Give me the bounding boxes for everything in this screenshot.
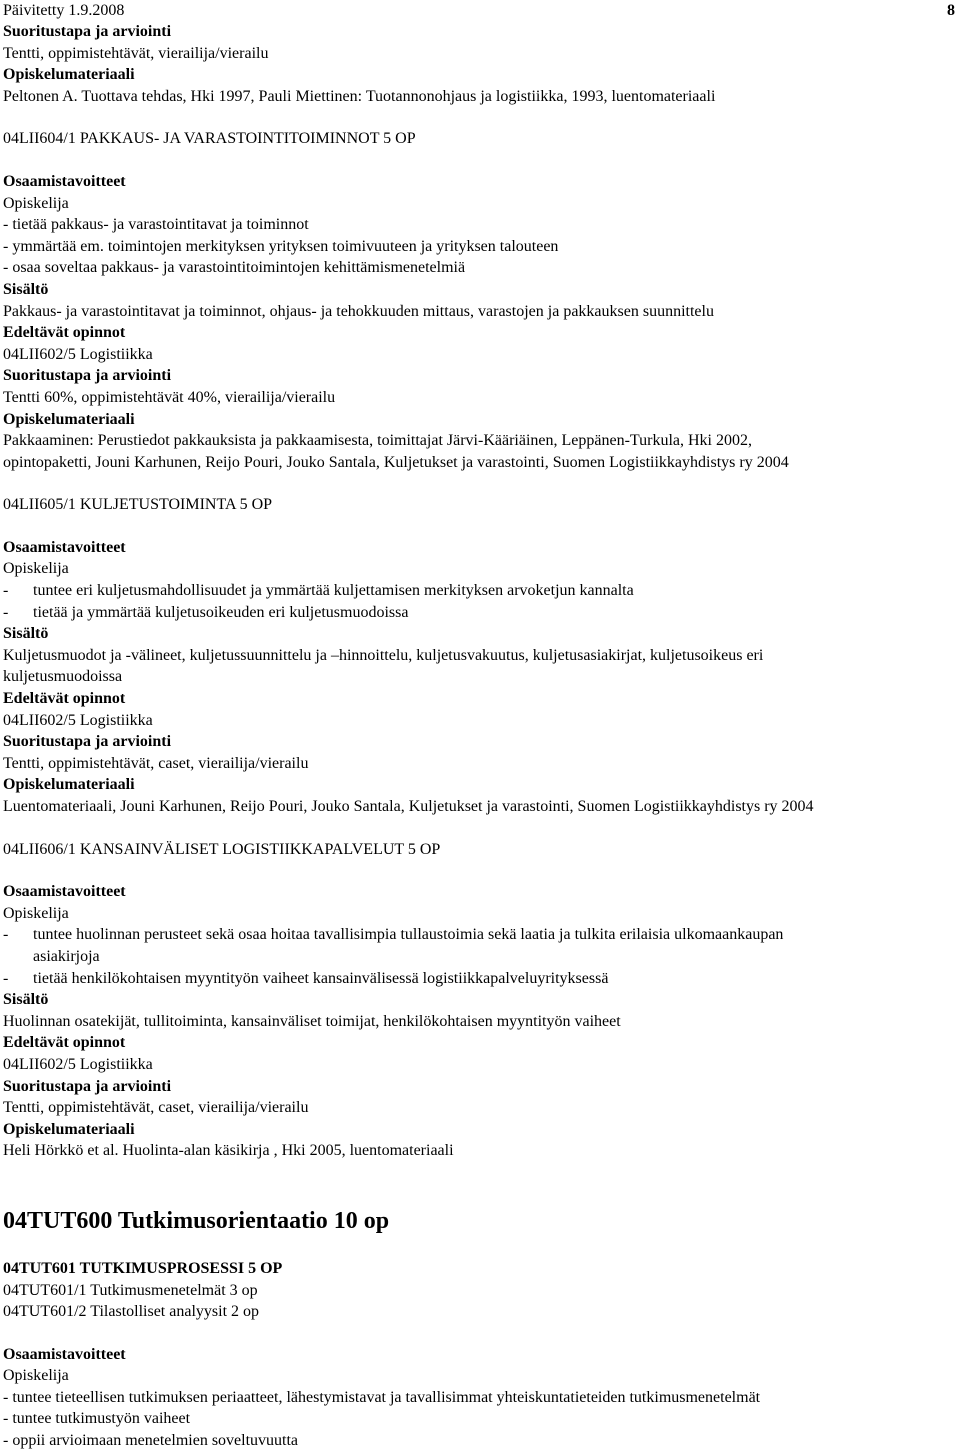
text-sisalto: Kuljetusmuodot ja -välineet, kuljetussuunnittelu ja –hinnoittelu, kuljetusvakuutus, kuljetusasiakirjat, kuljetusoikeus eri xyxy=(3,646,764,664)
sub-course: 04TUT601/1 Tutkimusmenetelmät 3 op xyxy=(3,1281,258,1299)
goal-item: - oppii arvioimaan menetelmien soveltuvuutta xyxy=(3,1432,299,1450)
goal-item: - tietää pakkaus- ja varastointitavat ja toiminnot xyxy=(3,216,309,234)
goal-item: - tuntee tieteellisen tutkimuksen periaatteet, lähestymistavat ja tavallisimmat yhteiskuntatieteiden tutkimusmenetelmät xyxy=(3,1388,761,1406)
heading-suoritustapa: Suoritustapa ja arviointi xyxy=(3,367,172,385)
text-suoritustapa: Tentti, oppimistehtävät, caset, vierailija/vierailu xyxy=(3,1099,309,1117)
text-suoritustapa: Tentti 60%, oppimistehtävät 40%, vierailija/vierailu xyxy=(3,388,336,406)
goal-text: tuntee huolinnan perusteet sekä osaa hoitaa tavallisimpia tullaustoimia sekä laatia ja tulkita erilaisia ulkomaankaupan xyxy=(33,926,784,944)
page-number: 8 xyxy=(947,2,955,19)
text-edeltavat: 04LII602/5 Logistiikka xyxy=(3,345,153,363)
goal-item: - ymmärtää em. toimintojen merkityksen yrityksen toimivuuteen ja yrityksen talouteen xyxy=(3,237,559,255)
course-title-tut601: 04TUT601 TUTKIMUSPROSESSI 5 OP xyxy=(3,1259,283,1277)
label-opiskelija: Opiskelija xyxy=(3,560,69,578)
text-opiskelumateriaali: Pakkaaminen: Perustiedot pakkauksista ja pakkaamisesta, toimittajat Järvi-Kääriäinen, Leppänen-Turkula, Hki 2002, xyxy=(3,432,752,450)
text-sisalto: kuljetusmuodoissa xyxy=(3,668,123,686)
heading-osaamistavoitteet: Osaamistavoitteet xyxy=(3,1345,126,1363)
heading-opiskelumateriaali: Opiskelumateriaali xyxy=(3,410,135,428)
heading-suoritustapa: Suoritustapa ja arviointi xyxy=(3,733,172,751)
goal-item xyxy=(3,968,955,990)
heading-opiskelumateriaali: Opiskelumateriaali xyxy=(3,66,135,84)
text-suoritustapa: Tentti, oppimistehtävät, caset, vierailija/vierailu xyxy=(3,754,309,772)
heading-opiskelumateriaali: Opiskelumateriaali xyxy=(3,776,135,794)
list-dash: - xyxy=(3,582,9,600)
goal-text: tietää henkilökohtaisen myyntityön vaiheet kansainvälisessä logistiikkapalveluyrityksessä xyxy=(33,969,609,987)
updated-date: Päivitetty 1.9.2008 xyxy=(3,2,125,19)
heading-opiskelumateriaali: Opiskelumateriaali xyxy=(3,1120,135,1138)
text-opiskelumateriaali: Luentomateriaali, Jouni Karhunen, Reijo Pouri, Jouko Santala, Kuljetukset ja varastointi, Suomen Logistiikkayhdistys ry 2004 xyxy=(3,798,814,815)
list-dash: - xyxy=(3,603,9,621)
heading-osaamistavoitteet: Osaamistavoitteet xyxy=(3,883,126,901)
goal-text: tietää ja ymmärtää kuljetusoikeuden eri kuljetusmuodoissa xyxy=(33,603,409,621)
heading-suoritustapa: Suoritustapa ja arviointi xyxy=(3,1077,172,1095)
heading-edeltavat: Edeltävät opinnot xyxy=(3,324,126,342)
goal-item xyxy=(3,580,955,602)
text-edeltavat: 04LII602/5 Logistiikka xyxy=(3,1055,153,1073)
list-dash: - xyxy=(3,926,9,944)
goal-text: tuntee eri kuljetusmahdollisuudet ja ymmärtää kuljettamisen merkityksen arvoketjun kannalta xyxy=(33,582,634,600)
course-title-605: 04LII605/1 KULJETUSTOIMINTA 5 OP xyxy=(3,496,273,514)
text-opiskelumateriaali: opintopaketti, Jouni Karhunen, Reijo Pouri, Jouko Santala, Kuljetukset ja varastointi, Suomen Logistiikkayhdistys ry 2004 xyxy=(3,453,789,471)
goal-item-continued xyxy=(3,946,955,968)
text-sisalto: Pakkaus- ja varastointitavat ja toiminnot, ohjaus- ja tehokkuuden mittaus, varastojen ja pakkauksen suunnittelu xyxy=(3,302,714,320)
heading-sisalto: Sisältö xyxy=(3,991,49,1009)
course-title-604: 04LII604/1 PAKKAUS- JA VARASTOINTITOIMINNOT 5 OP xyxy=(3,130,416,148)
heading-sisalto: Sisältö xyxy=(3,625,49,643)
goal-item: - tuntee tutkimustyön vaiheet xyxy=(3,1410,191,1428)
heading-osaamistavoitteet: Osaamistavoitteet xyxy=(3,538,126,556)
heading-edeltavat: Edeltävät opinnot xyxy=(3,1034,126,1052)
heading-osaamistavoitteet: Osaamistavoitteet xyxy=(3,172,126,190)
heading-suoritustapa: Suoritustapa ja arviointi xyxy=(3,23,172,40)
goal-item xyxy=(3,602,955,624)
sub-course: 04TUT601/2 Tilastolliset analyysit 2 op xyxy=(3,1303,260,1321)
label-opiskelija: Opiskelija xyxy=(3,904,69,922)
heading-edeltavat: Edeltävät opinnot xyxy=(3,690,126,708)
goal-item: - osaa soveltaa pakkaus- ja varastointitoimintojen kehittämismenetelmiä xyxy=(3,259,466,277)
heading-sisalto: Sisältö xyxy=(3,280,49,298)
text-edeltavat: 04LII602/5 Logistiikka xyxy=(3,711,153,729)
goal-text: asiakirjoja xyxy=(33,947,100,965)
page-header xyxy=(3,0,955,21)
text-opiskelumateriaali: Heli Hörkkö et al. Huolinta-alan käsikirja , Hki 2005, luentomateriaali xyxy=(3,1142,454,1160)
text-suoritustapa: Tentti, oppimistehtävät, vierailija/vierailu xyxy=(3,44,269,62)
course-title-606: 04LII606/1 KANSAINVÄLISET LOGISTIIKKAPALVELUT 5 OP xyxy=(3,840,441,858)
label-opiskelija: Opiskelija xyxy=(3,194,69,212)
document-page xyxy=(3,0,955,1452)
module-title-tut600: 04TUT600 Tutkimusorientaatio 10 op xyxy=(3,1207,390,1234)
text-opiskelumateriaali: Peltonen A. Tuottava tehdas, Hki 1997, Pauli Miettinen: Tuotannonohjaus ja logistiikka, 1993, luentomateriaali xyxy=(3,87,716,105)
goal-item xyxy=(3,924,955,946)
label-opiskelija: Opiskelija xyxy=(3,1367,69,1385)
list-dash: - xyxy=(3,969,9,987)
text-sisalto: Huolinnan osatekijät, tullitoiminta, kansainväliset toimijat, henkilökohtaisen myyntityön vaiheet xyxy=(3,1012,621,1030)
